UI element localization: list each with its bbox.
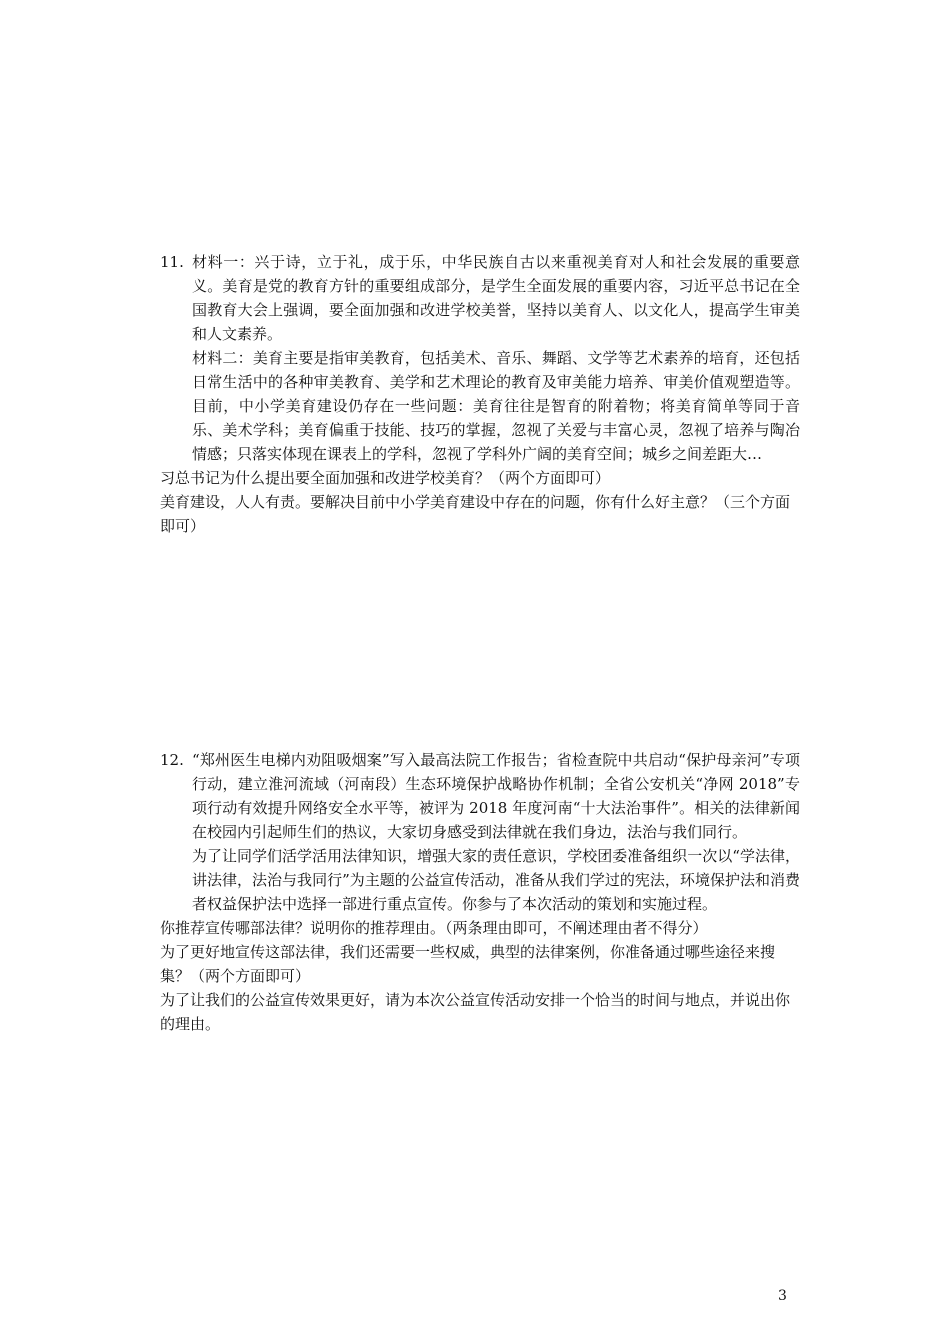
sub-question: 你推荐宣传哪部法律？说明你的推荐理由。（两条理由即可，不阐述理由者不得分） xyxy=(160,919,708,937)
question-12-stem xyxy=(160,748,800,916)
question-11 xyxy=(160,250,800,538)
question-12 xyxy=(160,748,800,1036)
activity-paragraph: 为了让同学们活学活用法律知识，增强大家的责任意识，学校团委准备组织一次以“学法律，讲法律，法治与我同行”为主题的公益宣传活动，准备从我们学过的宪法，环境保护法和消费者权益保护法中选择一部进行重点宣传。你参与了本次活动的策划和实施过程。 xyxy=(192,847,800,913)
question-12-materials xyxy=(192,748,800,916)
question-number: 11. xyxy=(160,253,184,271)
sub-question: 为了让我们的公益宣传效果更好，请为本次公益宣传活动安排一个恰当的时间与地点，并说出你的理由。 xyxy=(160,991,791,1033)
sub-question: 为了更好地宣传这部法律，我们还需要一些权威，典型的法律案例，你准备通过哪些途径来搜集？（两个方面即可） xyxy=(160,943,776,985)
material-one: 材料一：兴于诗，立于礼，成于乐，中华民族自古以来重视美育对人和社会发展的重要意义。美育是党的教育方针的重要组成部分，是学生全面发展的重要内容，习近平总书记在全国教育大会上强调，要全面加强和改进学校美誉，坚持以美育人、以文化人，提高学生审美和人文素养。 xyxy=(192,253,800,343)
page-number: 3 xyxy=(778,1288,787,1304)
background-paragraph: “郑州医生电梯内劝阻吸烟案”写入最高法院工作报告；省检查院中共启动“保护母亲河”专项行动，建立淮河流域（河南段）生态环境保护战略协作机制；全省公安机关“净网 2018”专项行动有效提升网络安全水平等，被评为 2018 年度河南“十大法治事件”。相关的法律新闻在校园内引起师生们的热议，大家切身感受到法律就在我们身边，法治与我们同行。 xyxy=(192,751,800,841)
material-two: 材料二：美育主要是指审美教育，包括美术、音乐、舞蹈、文学等艺术素养的培育，还包括日常生活中的各种审美教育、美学和艺术理论的教育及审美能力培养、审美价值观塑造等。目前，中小学美育建设仍存在一些问题：美育往往是智育的附着物；将美育简单等同于音乐、美术学科；美育偏重于技能、技巧的掌握，忽视了关爱与丰富心灵，忽视了培养与陶冶情感；只落实体现在课表上的学科，忽视了学科外广阔的美育空间；城乡之间差距大… xyxy=(192,349,800,463)
question-number: 12. xyxy=(160,751,184,769)
question-11-materials xyxy=(192,250,800,466)
sub-question: 美育建设，人人有责。要解决目前中小学美育建设中存在的问题，你有什么好主意？（三个方面即可） xyxy=(160,493,791,535)
question-11-stem xyxy=(160,250,800,466)
sub-question: 习总书记为什么提出要全面加强和改进学校美育？（两个方面即可） xyxy=(160,469,611,487)
